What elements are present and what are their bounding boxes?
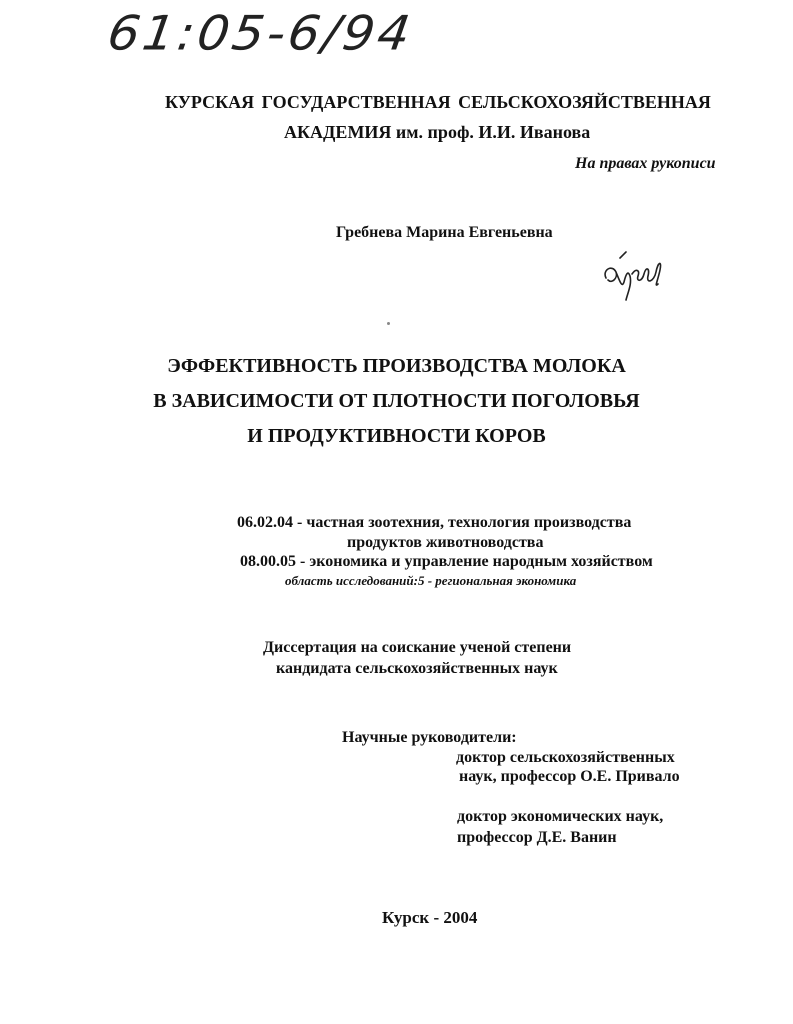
supervisor-1-line-2: наук, профессор О.Е. Привало [459,768,680,785]
specialty-1-line-2: продуктов животноводства [347,534,544,551]
dissertation-title-line-1: ЭФФЕКТИВНОСТЬ ПРОИЗВОДСТВА МОЛОКА [167,355,626,377]
specialty-1-line-1: 06.02.04 - частная зоотехния, технология производства [237,514,632,531]
city-year: Курск - 2004 [382,908,478,927]
dissertation-title-line-3: И ПРОДУКТИВНОСТИ КОРОВ [247,425,546,447]
specialty-2-line-1: 08.00.05 - экономика и управление народным хозяйством [240,553,653,570]
degree-line-1: Диссертация на соискание ученой степени [263,639,572,656]
signature-icon [598,248,678,308]
institution-line-1: КУРСКАЯ ГОСУДАРСТВЕННАЯ СЕЛЬСКОХОЗЯЙСТВЕННАЯ [165,92,711,112]
institution-line-2: АКАДЕМИЯ им. проф. И.И. Иванова [284,122,591,142]
supervisor-2-line-1: доктор экономических наук, [457,808,664,825]
supervisor-2-line-2: профессор Д.Е. Ванин [457,829,617,846]
degree-line-2: кандидата сельскохозяйственных наук [276,660,558,677]
supervisor-1-line-1: доктор сельскохозяйственных [456,749,675,766]
supervisors-label: Научные руководители: [342,729,517,746]
rights-note: На правах рукописи [575,155,716,172]
archive-number-handwritten: 61:05-6/94 [104,6,417,62]
author-name: Гребнева Марина Евгеньевна [336,224,553,241]
specialty-2-line-2: область исследований:5 - региональная экономика [285,573,577,588]
scan-speck [387,322,390,325]
dissertation-title-line-2: В ЗАВИСИМОСТИ ОТ ПЛОТНОСТИ ПОГОЛОВЬЯ [153,390,640,412]
